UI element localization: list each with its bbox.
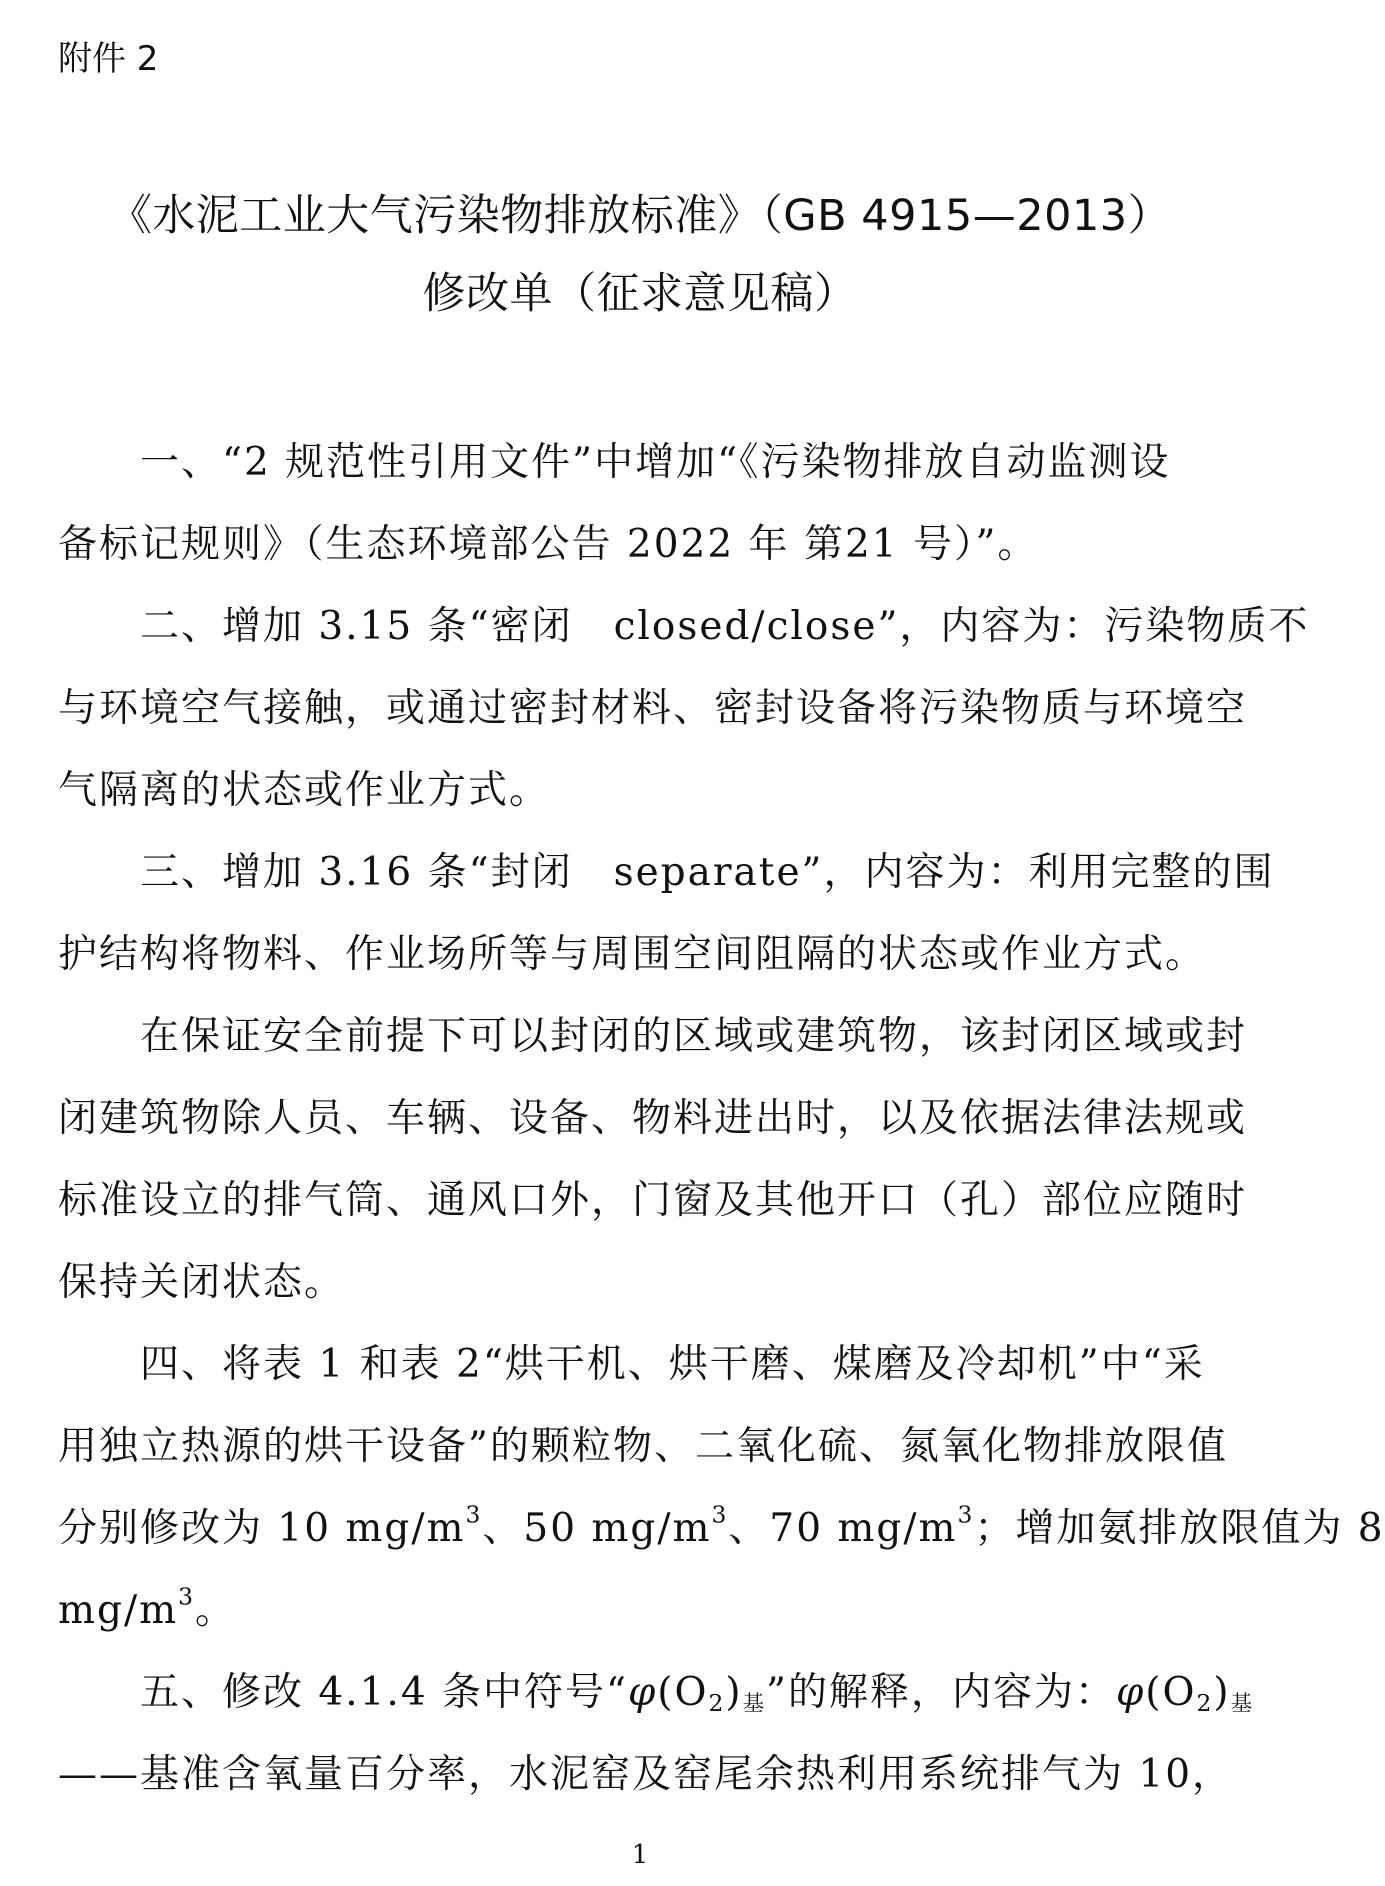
o2-open: (O xyxy=(657,1670,709,1715)
o2-subscript: 2 xyxy=(1196,1688,1214,1717)
paragraph-6-middle: ”的解释，内容为： xyxy=(766,1670,1116,1715)
document-title-line-1: 《水泥工业大气污染物排放标准》（GB 4915—2013） xyxy=(108,191,1172,241)
paragraph-2-line-1: 二、增加 3.15 条“密闭 closed/close”，内容为：污染物质不 xyxy=(140,604,1310,649)
paragraph-6-line-2: ——基准含氧量百分率，水泥窑及窑尾余热利用系统排气为 10， xyxy=(58,1752,1234,1797)
limit-ammonia-text: ；增加氨排放限值为 8 xyxy=(974,1506,1385,1551)
paragraph-3-line-1: 三、增加 3.16 条“封闭 separate”，内容为：利用完整的围 xyxy=(140,850,1275,895)
limit-ammonia-unit: mg/m xyxy=(58,1588,179,1633)
phi-symbol: φ xyxy=(627,1670,658,1715)
paragraph-1-line-2: 备标记规则》（生态环境部公告 2022 年 第21 号）”。 xyxy=(58,522,1039,567)
unit-superscript: 3 xyxy=(178,1582,195,1611)
paragraph-4-line-3: 标准设立的排气筒、通风口外，门窗及其他开口（孔）部位应随时 xyxy=(58,1178,1248,1223)
paragraph-2-line-3: 气隔离的状态或作业方式。 xyxy=(58,768,551,813)
limit-pm: 分别修改为 10 mg/m xyxy=(58,1506,466,1551)
o2-close: ) xyxy=(725,1670,743,1715)
paragraph-5-line-3 xyxy=(58,1488,1385,1570)
base-subscript: 基 xyxy=(742,1691,767,1717)
sentence-end: 。 xyxy=(194,1588,236,1633)
paragraph-4-line-1: 在保证安全前提下可以封闭的区域或建筑物，该封闭区域或封 xyxy=(140,1014,1248,1059)
document-title-line-2: 修改单（征求意见稿） xyxy=(422,269,858,319)
limit-so2: 、50 mg/m xyxy=(482,1506,712,1551)
unit-superscript: 3 xyxy=(711,1500,729,1529)
paragraph-5-line-4 xyxy=(58,1570,1224,1652)
o2-close: ) xyxy=(1213,1670,1231,1715)
paragraph-1-line-1: 一、“2 规范性引用文件”中增加“《污染物排放自动监测设 xyxy=(140,440,1171,485)
o2-subscript: 2 xyxy=(708,1688,726,1717)
document-body xyxy=(58,422,1385,1816)
paragraph-2-line-2: 与环境空气接触，或通过密封材料、密封设备将污染物质与环境空 xyxy=(58,686,1248,731)
paragraph-5 xyxy=(58,1324,1385,1652)
paragraph-2 xyxy=(58,586,1310,832)
paragraph-5-line-2: 用独立热源的烘干设备”的颗粒物、二氧化硫、氮氧化物排放限值 xyxy=(58,1424,1228,1469)
limit-nox: 、70 mg/m xyxy=(728,1506,958,1551)
paragraph-3 xyxy=(58,832,1275,996)
unit-superscript: 3 xyxy=(465,1500,483,1529)
paragraph-6-line-1 xyxy=(58,1652,1255,1734)
paragraph-3-line-2: 护结构将物料、作业场所等与周围空间阻隔的状态或作业方式。 xyxy=(58,932,1207,977)
page-number: 1 xyxy=(631,1840,649,1870)
paragraph-6 xyxy=(58,1652,1255,1816)
attachment-label: 附件 2 xyxy=(58,39,159,79)
paragraph-1 xyxy=(58,422,1224,586)
paragraph-6-intro: 五、修改 4.1.4 条中符号“ xyxy=(140,1670,628,1715)
paragraph-4 xyxy=(58,996,1248,1324)
paragraph-4-line-2: 闭建筑物除人员、车辆、设备、物料进出时，以及依据法律法规或 xyxy=(58,1096,1248,1141)
paragraph-4-line-4: 保持关闭状态。 xyxy=(58,1260,346,1305)
paragraph-5-line-1: 四、将表 1 和表 2“烘干机、烘干磨、煤磨及冷却机”中“采 xyxy=(140,1342,1205,1387)
o2-open: (O xyxy=(1145,1670,1197,1715)
unit-superscript: 3 xyxy=(957,1500,975,1529)
base-subscript: 基 xyxy=(1230,1691,1255,1717)
phi-symbol: φ xyxy=(1115,1670,1146,1715)
